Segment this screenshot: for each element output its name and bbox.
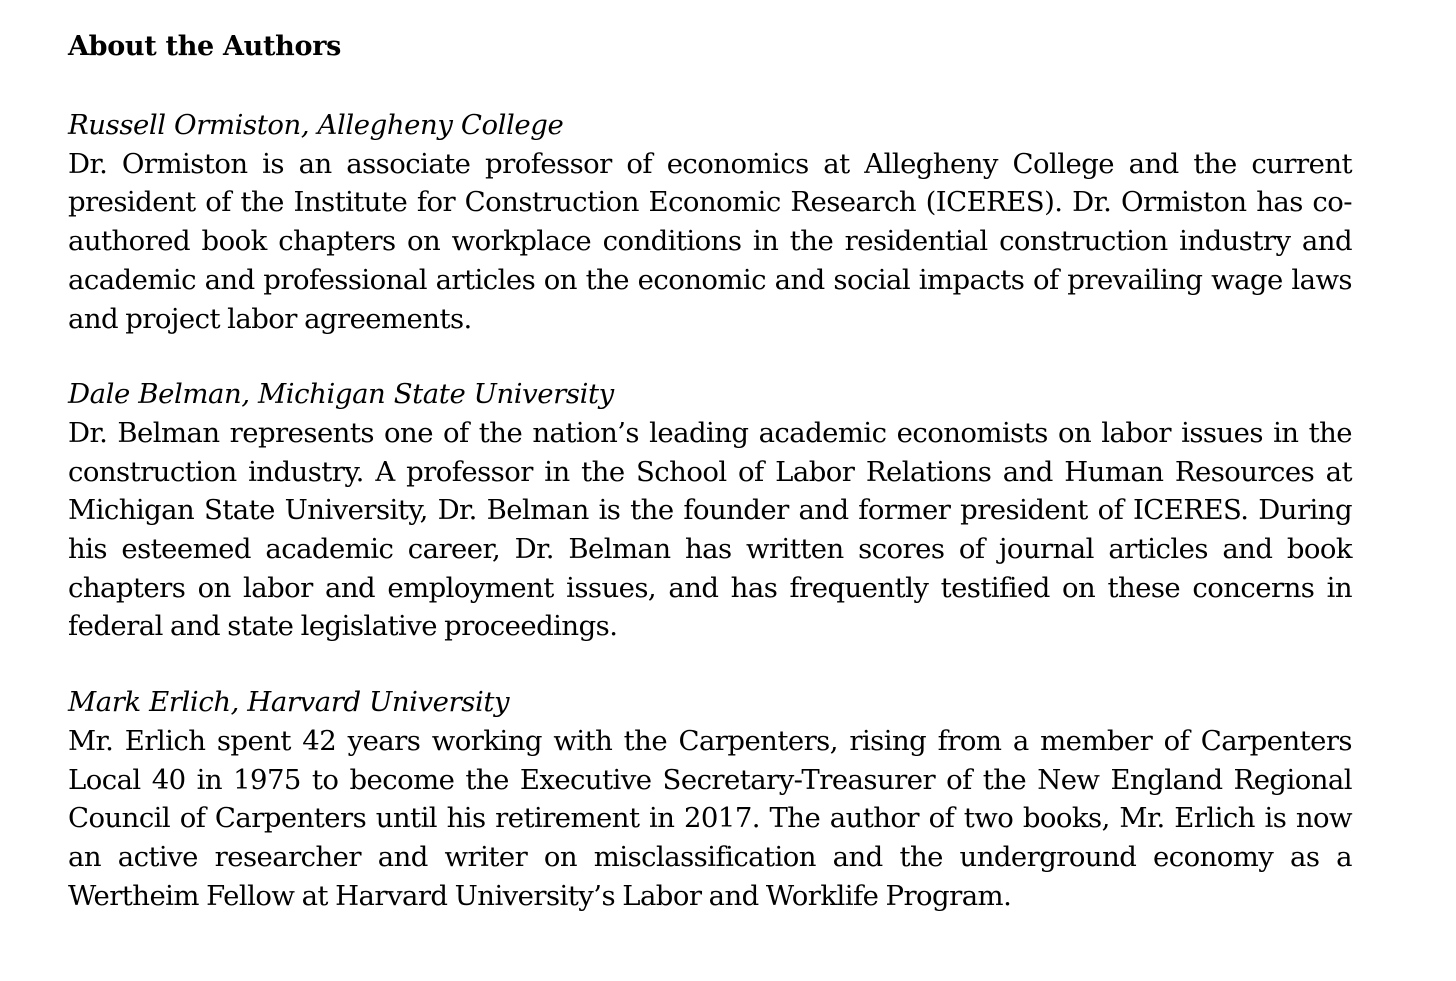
author-description: Mr. Erlich spent 42 years working with the Carpenters, rising from a member of Carpenters Local 40 in 1975 to become the Executive Secretary-Treasurer of the New England Regional Council of Carpenters until his retirement in 2017. The author of two books, Mr. Erlich is now an active researcher and writer on misclassification and the underground economy as a Wertheim Fellow at Harvard University’s Labor and Worklife Program. [68, 724, 1352, 912]
author-bio-erlich [68, 683, 1352, 915]
author-bio-belman [68, 375, 1352, 646]
author-bio-ormiston [68, 106, 1352, 338]
author-byline: Dale Belman, Michigan State University [68, 378, 614, 411]
author-description: Dr. Ormiston is an associate professor of economics at Allegheny College and the current president of the Institute for Construction Economic Research (ICERES). Dr. Ormiston has co-authored book chapters on workplace conditions in the residential construction industry and academic and professional articles on the economic and social impacts of prevailing wage laws and project labor agreements. [68, 147, 1352, 335]
author-description: Dr. Belman represents one of the nation’s leading academic economists on labor issues in the construction industry. A professor in the School of Labor Relations and Human Resources at Michigan State University, Dr. Belman is the founder and former president of ICERES. During his esteemed academic career, Dr. Belman has written scores of journal articles and book chapters on labor and employment issues, and has frequently testified on these concerns in federal and state legislative proceedings. [68, 416, 1352, 643]
author-byline: Mark Erlich, Harvard University [68, 686, 510, 719]
page-heading: About the Authors [68, 31, 342, 62]
document-page [68, 28, 1352, 915]
author-byline: Russell Ormiston, Allegheny College [68, 109, 564, 141]
